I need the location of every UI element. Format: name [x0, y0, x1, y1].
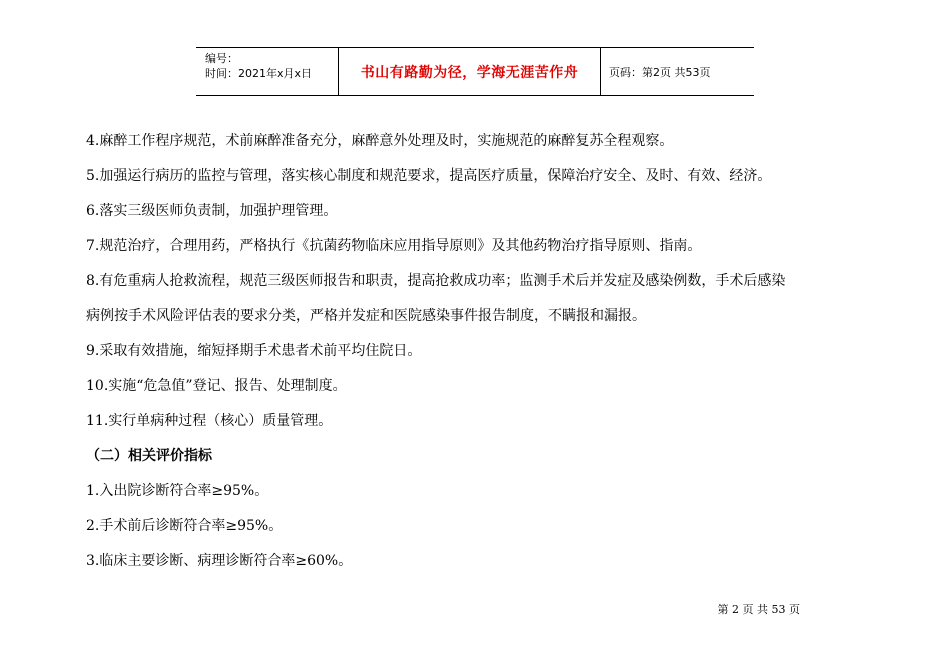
indicator-item: 2.手术前后诊断符合率≥95%。	[86, 518, 283, 534]
header-page-cell	[601, 48, 754, 95]
body-paragraph: 11.实行单病种过程（核心）质量管理。	[86, 413, 333, 429]
date-label: 时间：2021年x月x日	[205, 67, 313, 80]
header-motto: 书山有路勤为径，学海无涯苦作舟	[360, 64, 579, 81]
body-paragraph: 4.麻醉工作程序规范，术前麻醉准备充分，麻醉意外处理及时，实施规范的麻醉复苏全程观察。	[86, 133, 674, 149]
document-header	[196, 47, 754, 96]
body-paragraph: 6.落实三级医师负责制，加强护理管理。	[86, 203, 338, 219]
serial-number-label: 编号：	[205, 52, 238, 65]
body-paragraph: 8.有危重病人抢救流程，规范三级医师报告和职责，提高抢救成功率；监测手术后并发症及感染例数，手术后感染	[86, 273, 786, 289]
body-paragraph: 5.加强运行病历的监控与管理，落实核心制度和规范要求，提高医疗质量，保障治疗安全、及时、有效、经济。	[86, 168, 772, 184]
indicator-item: 1.入出院诊断符合率≥95%。	[86, 483, 269, 499]
indicator-item: 3.临床主要诊断、病理诊断符合率≥60%。	[86, 553, 353, 569]
document-body	[86, 124, 886, 579]
body-paragraph: 7.规范治疗，合理用药，严格执行《抗菌药物临床应用指导原则》及其他药物治疗指导原则、指南。	[86, 238, 702, 254]
body-paragraph: 10.实施“危急值”登记、报告、处理制度。	[86, 378, 347, 394]
section-heading: （二）相关评价指标	[86, 448, 212, 464]
header-motto-cell	[339, 48, 601, 95]
page-footer: 第 2 页 共 53 页	[717, 603, 800, 616]
body-paragraph: 病例按手术风险评估表的要求分类，严格并发症和医院感染事件报告制度，不瞒报和漏报。	[86, 308, 646, 324]
header-info-cell	[196, 48, 339, 95]
header-page-label: 页码：第2页 共53页	[609, 65, 711, 79]
body-paragraph: 9.采取有效措施，缩短择期手术患者术前平均住院日。	[86, 343, 422, 359]
